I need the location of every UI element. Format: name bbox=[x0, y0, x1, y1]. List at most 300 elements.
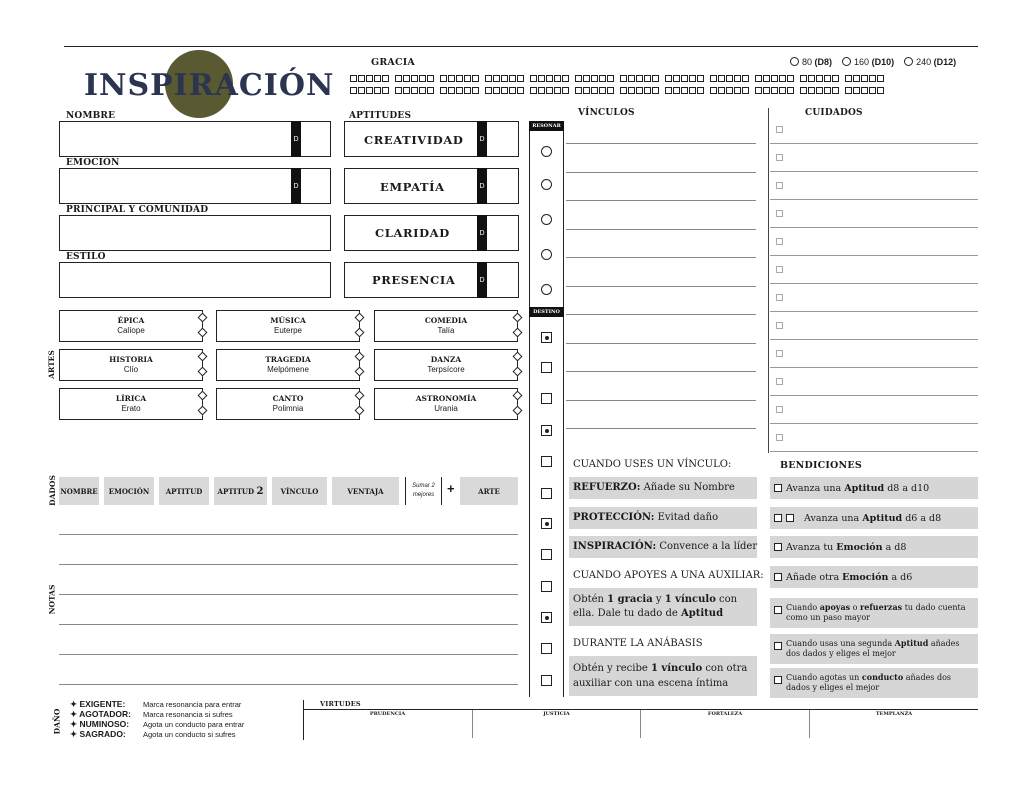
gracia-checkbox[interactable] bbox=[350, 87, 357, 94]
dados-arte: ARTE bbox=[460, 477, 518, 505]
gracia-group bbox=[395, 72, 435, 84]
gracia-checkbox[interactable] bbox=[358, 75, 365, 82]
dados-aptitud: APTITUD bbox=[159, 477, 209, 505]
gracia-checkbox[interactable] bbox=[591, 87, 598, 94]
anabasis-header: DURANTE LA ANÁBASIS bbox=[573, 638, 703, 649]
dados-vinculo: VÍNCULO bbox=[272, 477, 327, 505]
gracia-checkbox[interactable] bbox=[554, 75, 561, 82]
gracia-checkbox[interactable] bbox=[382, 87, 389, 94]
gracia-checkbox[interactable] bbox=[673, 87, 680, 94]
cuidados-divider bbox=[768, 108, 769, 453]
gracia-checkbox[interactable] bbox=[832, 87, 839, 94]
arte-muse: Melpómene bbox=[267, 365, 309, 374]
gracia-checkbox[interactable] bbox=[395, 75, 402, 82]
gracia-checkbox[interactable] bbox=[546, 75, 553, 82]
gracia-checkbox[interactable] bbox=[869, 75, 876, 82]
gracia-checkbox[interactable] bbox=[583, 87, 590, 94]
destino-checkbox[interactable] bbox=[541, 549, 552, 560]
arte-muse: Clío bbox=[123, 365, 139, 374]
gracia-checkbox[interactable] bbox=[440, 87, 447, 94]
gracia-checkbox[interactable] bbox=[358, 87, 365, 94]
cuidado-checkbox[interactable] bbox=[776, 322, 783, 329]
gracia-checkbox[interactable] bbox=[599, 75, 606, 82]
dano-label: DAÑO bbox=[52, 708, 62, 735]
gracia-group bbox=[395, 84, 435, 96]
emocion-die: D bbox=[291, 168, 301, 204]
nota-line[interactable] bbox=[59, 594, 518, 595]
gracia-checkbox[interactable] bbox=[403, 87, 410, 94]
gracia-checkbox[interactable] bbox=[599, 87, 606, 94]
gracia-checkbox[interactable] bbox=[501, 87, 508, 94]
virtudes-label: VIRTUDES bbox=[320, 700, 361, 708]
gracia-checkbox[interactable] bbox=[419, 87, 426, 94]
gracia-checkbox[interactable] bbox=[787, 87, 794, 94]
inspiracion-text: INSPIRACIÓN: Convence a la líder bbox=[573, 541, 758, 552]
gracia-checkbox[interactable] bbox=[464, 75, 471, 82]
gracia-checkbox[interactable] bbox=[845, 75, 852, 82]
gracia-group bbox=[575, 84, 615, 96]
gracia-checkbox[interactable] bbox=[742, 87, 749, 94]
bendicion-item[interactable] bbox=[774, 672, 974, 693]
vinculo-line[interactable] bbox=[566, 343, 756, 344]
gracia-checkbox[interactable] bbox=[816, 75, 823, 82]
gracia-checkbox[interactable] bbox=[472, 87, 479, 94]
bendicion-checkbox[interactable] bbox=[774, 606, 782, 614]
dados-sumar: Sumar 2 mejores bbox=[405, 477, 442, 505]
bendicion-checkbox[interactable] bbox=[774, 676, 782, 684]
gracia-checkbox[interactable] bbox=[800, 75, 807, 82]
arte-6[interactable] bbox=[59, 388, 203, 420]
cuidado-line[interactable] bbox=[770, 395, 978, 396]
bendicion-checkbox[interactable] bbox=[786, 514, 794, 522]
gracia-checkbox[interactable] bbox=[456, 75, 463, 82]
cuidado-checkbox[interactable] bbox=[776, 350, 783, 357]
dano-desc: Marca resonancia para entrar bbox=[143, 700, 242, 709]
gracia-checkbox[interactable] bbox=[710, 87, 717, 94]
vinculo-line[interactable] bbox=[566, 143, 756, 144]
logo-title: INSPIRACIÓN bbox=[84, 68, 335, 103]
gracia-group bbox=[575, 72, 615, 84]
gracia-checkbox[interactable] bbox=[800, 87, 807, 94]
gracia-checkbox[interactable] bbox=[853, 87, 860, 94]
bendicion-checkbox[interactable] bbox=[774, 573, 782, 581]
gracia-checkbox[interactable] bbox=[734, 87, 741, 94]
gracia-checkbox[interactable] bbox=[538, 75, 545, 82]
resonancia-circle[interactable] bbox=[541, 284, 552, 295]
gracia-checkbox[interactable] bbox=[726, 75, 733, 82]
cuidado-checkbox[interactable] bbox=[776, 182, 783, 189]
gracia-checkbox[interactable] bbox=[562, 87, 569, 94]
bendicion-item[interactable] bbox=[774, 602, 974, 623]
gracia-checkbox[interactable] bbox=[755, 75, 762, 82]
destino-tag: DESTINO bbox=[529, 307, 564, 317]
dados-label: DADOS bbox=[47, 475, 57, 506]
bendicion-text: Cuando usas una segunda Aptitud añades dos dados y eliges el mejor bbox=[786, 638, 960, 658]
vinculo-line[interactable] bbox=[566, 286, 756, 287]
cuidado-line[interactable] bbox=[770, 283, 978, 284]
cuidado-checkbox[interactable] bbox=[776, 406, 783, 413]
logo bbox=[80, 50, 335, 118]
vinculo-line[interactable] bbox=[566, 314, 756, 315]
gracia-checkbox[interactable] bbox=[411, 75, 418, 82]
notas-label: NOTAS bbox=[47, 584, 57, 615]
gracia-checkbox[interactable] bbox=[636, 75, 643, 82]
nota-line[interactable] bbox=[59, 684, 518, 685]
destino-checkbox[interactable] bbox=[541, 581, 552, 592]
dano-desc: Marca resonancia si sufres bbox=[143, 710, 233, 719]
arte-3[interactable] bbox=[59, 349, 203, 381]
arte-name: ASTRONOMÍA bbox=[415, 394, 477, 403]
gracia-checkbox[interactable] bbox=[374, 87, 381, 94]
gracia-group bbox=[620, 84, 660, 96]
gracia-group bbox=[755, 84, 795, 96]
gracia-checkbox[interactable] bbox=[710, 75, 717, 82]
gracia-checkbox[interactable] bbox=[861, 87, 868, 94]
apoyo-header: CUANDO APOYES A UNA AUXILIAR: bbox=[573, 570, 764, 581]
arte-5[interactable] bbox=[374, 349, 518, 381]
gracia-checkbox[interactable] bbox=[607, 75, 614, 82]
gracia-checkbox[interactable] bbox=[681, 87, 688, 94]
gracia-checkbox[interactable] bbox=[546, 87, 553, 94]
apoyo-text: Obtén 1 gracia y 1 vínculo con ella. Dale tu dado de Aptitud bbox=[573, 594, 738, 619]
dados-nombre: NOMBRE bbox=[59, 477, 99, 505]
emocion-label: EMOCIÓN bbox=[66, 158, 120, 168]
vinculo-line[interactable] bbox=[566, 200, 756, 201]
destino-checkbox[interactable] bbox=[541, 675, 552, 686]
gracia-checkbox[interactable] bbox=[853, 75, 860, 82]
gracia-checkbox[interactable] bbox=[808, 75, 815, 82]
bendicion-item[interactable] bbox=[774, 638, 974, 659]
gracia-checkbox[interactable] bbox=[689, 87, 696, 94]
gracia-checkbox[interactable] bbox=[366, 87, 373, 94]
gracia-checkbox[interactable] bbox=[448, 87, 455, 94]
cuidado-line[interactable] bbox=[770, 367, 978, 368]
gracia-checkbox[interactable] bbox=[583, 75, 590, 82]
cuidados-label: CUIDADOS bbox=[805, 108, 863, 118]
dados-emocion: EMOCIÓN bbox=[104, 477, 154, 505]
gracia-checkbox[interactable] bbox=[485, 75, 492, 82]
bendiciones-label: BENDICIONES bbox=[780, 460, 862, 471]
estilo-field[interactable] bbox=[59, 262, 331, 298]
destino-checkbox[interactable] bbox=[541, 488, 552, 499]
gracia-boxes[interactable] bbox=[350, 72, 980, 96]
gracia-checkbox[interactable] bbox=[395, 87, 402, 94]
gracia-checkbox[interactable] bbox=[628, 87, 635, 94]
nota-line[interactable] bbox=[59, 534, 518, 535]
gracia-checkbox[interactable] bbox=[652, 75, 659, 82]
aptitudes-label: APTITUDES bbox=[349, 111, 412, 121]
gracia-checkbox[interactable] bbox=[575, 87, 582, 94]
gracia-checkbox[interactable] bbox=[554, 87, 561, 94]
arte-name: ÉPICA bbox=[117, 316, 145, 325]
gracia-option-160[interactable]: 160 (D10) bbox=[842, 57, 894, 67]
vinculos-label: VÍNCULOS bbox=[578, 108, 635, 118]
gracia-checkbox[interactable] bbox=[673, 75, 680, 82]
gracia-group bbox=[710, 72, 750, 84]
bendicion-checkbox[interactable] bbox=[774, 543, 782, 551]
gracia-checkbox[interactable] bbox=[845, 87, 852, 94]
gracia-checkbox[interactable] bbox=[440, 75, 447, 82]
principal-field[interactable] bbox=[59, 215, 331, 251]
gracia-checkbox[interactable] bbox=[591, 75, 598, 82]
bendicion-checkbox[interactable] bbox=[774, 514, 782, 522]
gracia-checkbox[interactable] bbox=[517, 75, 524, 82]
gracia-checkbox[interactable] bbox=[869, 87, 876, 94]
gracia-checkbox[interactable] bbox=[652, 87, 659, 94]
arte-muse: Calíope bbox=[117, 326, 145, 335]
destino-checkbox[interactable] bbox=[541, 518, 552, 529]
vinculo-line[interactable] bbox=[566, 428, 756, 429]
gracia-checkbox[interactable] bbox=[485, 87, 492, 94]
gracia-checkbox[interactable] bbox=[607, 87, 614, 94]
vinculo-line[interactable] bbox=[566, 257, 756, 258]
destino-checkbox[interactable] bbox=[541, 393, 552, 404]
gracia-checkbox[interactable] bbox=[448, 75, 455, 82]
bendicion-text: Cuando agotas un conducto añades dos dados y eliges el mejor bbox=[786, 672, 951, 692]
vinculo-line[interactable] bbox=[566, 400, 756, 401]
presencia-die: D bbox=[477, 262, 487, 298]
arte-muse: Polimnia bbox=[272, 404, 304, 413]
vinculo-line[interactable] bbox=[566, 371, 756, 372]
radio-icon bbox=[790, 57, 799, 66]
gracia-options bbox=[790, 57, 956, 67]
bendicion-text: Avanza una Aptitud d6 a d8 bbox=[804, 513, 942, 524]
gracia-option-80[interactable]: 80 (D8) bbox=[790, 57, 832, 67]
gracia-checkbox[interactable] bbox=[350, 75, 357, 82]
bendicion-text: Avanza una Aptitud d8 a d10 bbox=[786, 483, 930, 494]
arte-muse: Urania bbox=[434, 404, 458, 413]
virtud-0[interactable]: PRUDENCIA bbox=[369, 711, 406, 717]
gracia-checkbox[interactable] bbox=[861, 75, 868, 82]
gracia-checkbox[interactable] bbox=[697, 75, 704, 82]
vinculo-line[interactable] bbox=[566, 229, 756, 230]
gracia-checkbox[interactable] bbox=[427, 75, 434, 82]
arte-name: TRAGEDIA bbox=[265, 355, 311, 364]
gracia-checkbox[interactable] bbox=[538, 87, 545, 94]
empatia-die: D bbox=[477, 168, 487, 204]
cuidado-checkbox[interactable] bbox=[776, 378, 783, 385]
gracia-checkbox[interactable] bbox=[726, 87, 733, 94]
gracia-group bbox=[800, 84, 840, 96]
gracia-checkbox[interactable] bbox=[628, 75, 635, 82]
gracia-group bbox=[845, 72, 885, 84]
dano-name: ✦ EXIGENTE: bbox=[70, 699, 126, 709]
cuidado-line[interactable] bbox=[770, 423, 978, 424]
gracia-checkbox[interactable] bbox=[530, 87, 537, 94]
bendicion-item[interactable] bbox=[774, 542, 974, 554]
gracia-option-240[interactable]: 240 (D12) bbox=[904, 57, 956, 67]
virtud-1[interactable]: JUSTICIA bbox=[472, 710, 640, 738]
gracia-checkbox[interactable] bbox=[366, 75, 373, 82]
gracia-checkbox[interactable] bbox=[509, 75, 516, 82]
dano-desc: Agota un conducto para entrar bbox=[143, 720, 245, 729]
bendicion-text: Añade otra Emoción a d6 bbox=[786, 572, 913, 583]
dados-plus: + bbox=[447, 481, 455, 496]
gracia-checkbox[interactable] bbox=[620, 87, 627, 94]
destino-checkbox[interactable] bbox=[541, 456, 552, 467]
aptitud-creatividad-label: CREATIVIDAD bbox=[364, 133, 464, 147]
bendicion-text: Avanza tu Emoción a d8 bbox=[786, 542, 907, 553]
gracia-group bbox=[845, 84, 885, 96]
nota-line[interactable] bbox=[59, 654, 518, 655]
gracia-checkbox[interactable] bbox=[763, 87, 770, 94]
cuidado-line[interactable] bbox=[770, 199, 978, 200]
gracia-checkbox[interactable] bbox=[816, 87, 823, 94]
vinculo-uso-header: CUANDO USES UN VÍNCULO: bbox=[573, 459, 732, 470]
arte-1[interactable] bbox=[216, 310, 360, 342]
bendicion-item[interactable] bbox=[774, 513, 974, 525]
gracia-checkbox[interactable] bbox=[681, 75, 688, 82]
cuidado-checkbox[interactable] bbox=[776, 238, 783, 245]
gracia-checkbox[interactable] bbox=[427, 87, 434, 94]
gracia-checkbox[interactable] bbox=[464, 87, 471, 94]
gracia-checkbox[interactable] bbox=[718, 87, 725, 94]
gracia-checkbox[interactable] bbox=[665, 75, 672, 82]
dano-name: ✦ SAGRADO: bbox=[70, 729, 126, 739]
vinculo-line[interactable] bbox=[566, 172, 756, 173]
resonancia-circle[interactable] bbox=[541, 179, 552, 190]
dano-desc: Agota un conducto si sufres bbox=[143, 730, 236, 739]
bendicion-item[interactable] bbox=[774, 572, 974, 584]
cuidado-line[interactable] bbox=[770, 311, 978, 312]
arte-4[interactable] bbox=[216, 349, 360, 381]
cuidado-line[interactable] bbox=[770, 227, 978, 228]
gracia-checkbox[interactable] bbox=[411, 87, 418, 94]
cuidado-line[interactable] bbox=[770, 171, 978, 172]
cuidado-checkbox[interactable] bbox=[776, 434, 783, 441]
destino-checkbox[interactable] bbox=[541, 332, 552, 343]
arte-name: MÚSICA bbox=[270, 316, 306, 325]
destino-checkbox[interactable] bbox=[541, 362, 552, 373]
gracia-checkbox[interactable] bbox=[877, 75, 884, 82]
gracia-checkbox[interactable] bbox=[472, 75, 479, 82]
gracia-checkbox[interactable] bbox=[403, 75, 410, 82]
destino-checkbox[interactable] bbox=[541, 425, 552, 436]
arte-2[interactable] bbox=[374, 310, 518, 342]
gracia-checkbox[interactable] bbox=[697, 87, 704, 94]
cuidado-line[interactable] bbox=[770, 339, 978, 340]
gracia-checkbox[interactable] bbox=[763, 75, 770, 82]
bendicion-item[interactable] bbox=[774, 483, 974, 495]
anabasis-text: Obtén y recibe 1 vínculo con otra auxiliar con una escena íntima bbox=[573, 663, 748, 689]
gracia-checkbox[interactable] bbox=[832, 75, 839, 82]
gracia-checkbox[interactable] bbox=[562, 75, 569, 82]
track-right bbox=[563, 121, 564, 697]
gracia-checkbox[interactable] bbox=[755, 87, 762, 94]
gracia-checkbox[interactable] bbox=[742, 75, 749, 82]
gracia-checkbox[interactable] bbox=[689, 75, 696, 82]
gracia-checkbox[interactable] bbox=[771, 87, 778, 94]
gracia-checkbox[interactable] bbox=[374, 75, 381, 82]
gracia-group bbox=[350, 84, 390, 96]
gracia-group bbox=[350, 72, 390, 84]
resonancia-circle[interactable] bbox=[541, 249, 552, 260]
gracia-checkbox[interactable] bbox=[718, 75, 725, 82]
arte-8[interactable] bbox=[374, 388, 518, 420]
cuidado-line[interactable] bbox=[770, 255, 978, 256]
gracia-checkbox[interactable] bbox=[575, 75, 582, 82]
gracia-checkbox[interactable] bbox=[644, 75, 651, 82]
arte-muse: Euterpe bbox=[273, 326, 303, 335]
cuidado-checkbox[interactable] bbox=[776, 126, 783, 133]
bendicion-checkbox[interactable] bbox=[774, 642, 782, 650]
dados-ventaja: VENTAJA bbox=[332, 477, 399, 505]
gracia-label: GRACIA bbox=[371, 57, 415, 68]
gracia-checkbox[interactable] bbox=[620, 75, 627, 82]
cuidado-checkbox[interactable] bbox=[776, 294, 783, 301]
gracia-checkbox[interactable] bbox=[665, 87, 672, 94]
gracia-checkbox[interactable] bbox=[787, 75, 794, 82]
gracia-checkbox[interactable] bbox=[779, 87, 786, 94]
nombre-label: NOMBRE bbox=[66, 111, 116, 121]
bendicion-text: Cuando apoyas o refuerzas tu dado cuenta como un paso mayor bbox=[786, 602, 966, 622]
radio-icon bbox=[842, 57, 851, 66]
nota-line[interactable] bbox=[59, 624, 518, 625]
claridad-die: D bbox=[477, 215, 487, 251]
arte-0[interactable] bbox=[59, 310, 203, 342]
dano-name: ✦ AGOTADOR: bbox=[70, 709, 131, 719]
gracia-checkbox[interactable] bbox=[517, 87, 524, 94]
gracia-checkbox[interactable] bbox=[734, 75, 741, 82]
top-rule bbox=[64, 46, 978, 47]
resonancia-circle[interactable] bbox=[541, 214, 552, 225]
gracia-group bbox=[440, 84, 480, 96]
radio-icon bbox=[904, 57, 913, 66]
gracia-checkbox[interactable] bbox=[382, 75, 389, 82]
gracia-group bbox=[485, 72, 525, 84]
cuidado-checkbox[interactable] bbox=[776, 266, 783, 273]
gracia-checkbox[interactable] bbox=[456, 87, 463, 94]
bendicion-checkbox[interactable] bbox=[774, 484, 782, 492]
gracia-checkbox[interactable] bbox=[808, 87, 815, 94]
gracia-checkbox[interactable] bbox=[824, 87, 831, 94]
gracia-checkbox[interactable] bbox=[509, 87, 516, 94]
gracia-checkbox[interactable] bbox=[493, 87, 500, 94]
proteccion-text: PROTECCIÓN: Evitad daño bbox=[573, 512, 719, 523]
resonancia-circle[interactable] bbox=[541, 146, 552, 157]
gracia-checkbox[interactable] bbox=[877, 87, 884, 94]
arte-muse: Erato bbox=[121, 404, 141, 413]
gracia-checkbox[interactable] bbox=[824, 75, 831, 82]
arte-muse: Terpsícore bbox=[427, 365, 465, 374]
gracia-checkbox[interactable] bbox=[644, 87, 651, 94]
gracia-checkbox[interactable] bbox=[419, 75, 426, 82]
gracia-checkbox[interactable] bbox=[501, 75, 508, 82]
gracia-checkbox[interactable] bbox=[771, 75, 778, 82]
cuidado-line[interactable] bbox=[770, 451, 978, 452]
virtud-3[interactable]: TEMPLANZA bbox=[809, 710, 978, 738]
principal-label: PRINCIPAL Y COMUNIDAD bbox=[66, 205, 209, 215]
artes-label: ARTES bbox=[46, 350, 56, 379]
arte-name: LÍRICA bbox=[115, 394, 147, 403]
gracia-checkbox[interactable] bbox=[636, 87, 643, 94]
gracia-group bbox=[440, 72, 480, 84]
destino-checkbox[interactable] bbox=[541, 612, 552, 623]
cuidado-checkbox[interactable] bbox=[776, 210, 783, 217]
gracia-checkbox[interactable] bbox=[493, 75, 500, 82]
gracia-checkbox[interactable] bbox=[530, 75, 537, 82]
cuidado-checkbox[interactable] bbox=[776, 154, 783, 161]
virtud-2[interactable]: FORTALEZA bbox=[640, 710, 809, 738]
aptitud-presencia-label: PRESENCIA bbox=[372, 273, 456, 287]
nota-line[interactable] bbox=[59, 564, 518, 565]
gracia-checkbox[interactable] bbox=[779, 75, 786, 82]
arte-7[interactable] bbox=[216, 388, 360, 420]
gracia-group bbox=[530, 84, 570, 96]
gracia-group bbox=[620, 72, 660, 84]
destino-checkbox[interactable] bbox=[541, 643, 552, 654]
cuidado-line[interactable] bbox=[770, 143, 978, 144]
